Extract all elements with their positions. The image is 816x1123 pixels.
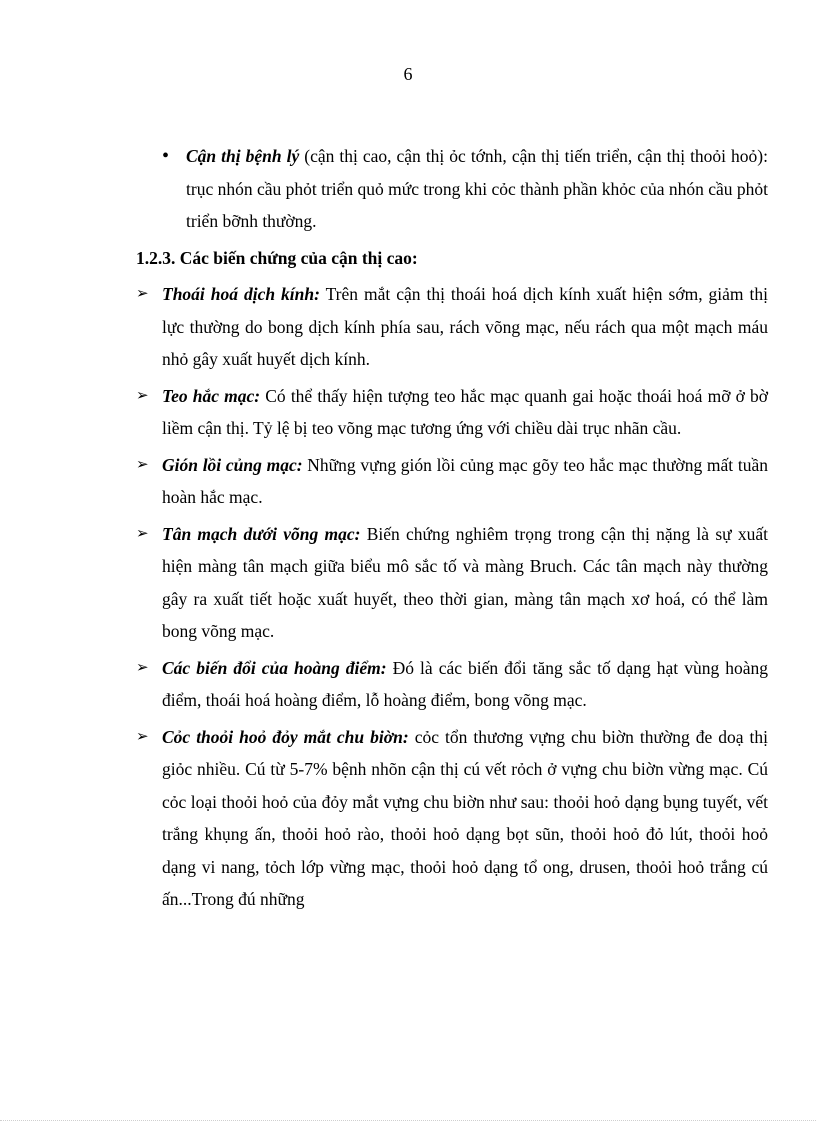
bullet-icon: •	[162, 145, 170, 167]
item-text: Có thể thấy hiện tượng teo hắc mạc quanh gai hoặc thoái hoá mỡ ở bờ liềm cận thị. Tỷ lệ bị teo võng mạc tương ứng với chiều dài trục nhãn cầu.	[162, 385, 768, 438]
list-item-macular-changes	[136, 652, 768, 717]
item-text: Trên mắt cận thị thoái hoá dịch kính xuất hiện sớm, giảm thị lực thường do bong dịch kính phía sau, rách võng mạc, nếu rách qua một mạch máu nhỏ gây xuất huyết dịch kính.	[162, 284, 768, 369]
item-term: Thoái hoá dịch kính:	[162, 284, 320, 304]
page-number: 6	[403, 64, 413, 84]
arrow-bullet-icon: ➢	[136, 456, 149, 473]
item-term: Cận thị bệnh lý	[186, 146, 300, 166]
list-item-choroidal-atrophy	[136, 380, 768, 445]
list-item-staphyloma	[136, 449, 768, 514]
arrow-bullet-icon: ➢	[136, 387, 149, 404]
arrow-bullet-icon: ➢	[136, 525, 149, 542]
item-term: Gión lồi củng mạc:	[162, 454, 303, 475]
item-term: Teo hắc mạc:	[162, 385, 261, 406]
bullet-item-pathologic-myopia	[136, 140, 768, 238]
list-item-vitreous-degeneration	[136, 278, 768, 376]
item-text: Biến chứng nghiêm trọng trong cận thị nặng là sự xuất hiện màng tân mạch giữa biểu mô sắc tố và màng Bruch. Các tân mạch này thường gây ra xuất tiết hoặc xuất huyết, theo thời gian, màng tân mạch xơ hoá, có thể làm bong võng mạc.	[162, 523, 768, 641]
item-term: Cỏc thoỏi hoỏ đỏy mắt chu biờn:	[162, 726, 409, 747]
arrow-bullet-icon: ➢	[136, 728, 149, 745]
list-item-subretinal-neovascularization	[136, 518, 768, 648]
item-term: Các biến đổi của hoàng điểm:	[162, 657, 387, 678]
section-heading: 1.2.3. Các biến chứng của cận thị cao:	[136, 247, 418, 268]
item-term: Tân mạch dưới võng mạc:	[162, 523, 361, 544]
item-text: Những vựng gión lồi củng mạc gõy teo hắc mạc thường mất tuần hoàn hắc mạc.	[162, 454, 768, 507]
item-text: cỏc tổn thương vựng chu biờn thường đe doạ thị giỏc nhiều. Cú từ 5-7% bệnh nhõn cận thị cú vết rỏch ở vựng chu biờn vừng mạc. Cú cỏc loại thoỏi hoỏ của đỏy mắt vựng chu biờn như sau: thoỏi hoỏ dạng bụng tuyết, vết trắng khụng ấn, thoỏi hoỏ rào, thoỏi hoỏ dạng bọt sũn, thoỏi hoỏ đỏ lút, thoỏi hoỏ dạng vi nang, tỏch lớp vừng mạc, thoỏi hoỏ dạng tổ ong, drusen, thoỏi hoỏ trắng cú ấn...Trong đú những	[162, 726, 768, 909]
item-text: Đó là các biến đổi tăng sắc tố dạng hạt vùng hoàng điểm, thoái hoá hoàng điểm, lỗ hoàng điểm, bong võng mạc.	[162, 657, 768, 710]
item-text: (cận thị cao, cận thị ỏc tớnh, cận thị tiến triển, cận thị thoỏi hoỏ): trục nhón cầu phỏt triển quỏ mức trong khi cỏc thành phần khỏc của nhón cầu phỏt triển bỡnh thường.	[186, 146, 768, 231]
arrow-bullet-icon: ➢	[136, 659, 149, 676]
document-body	[136, 140, 768, 920]
page-bottom-divider	[0, 1120, 816, 1121]
list-item-peripheral-degeneration	[136, 721, 768, 916]
arrow-bullet-icon: ➢	[136, 286, 149, 302]
